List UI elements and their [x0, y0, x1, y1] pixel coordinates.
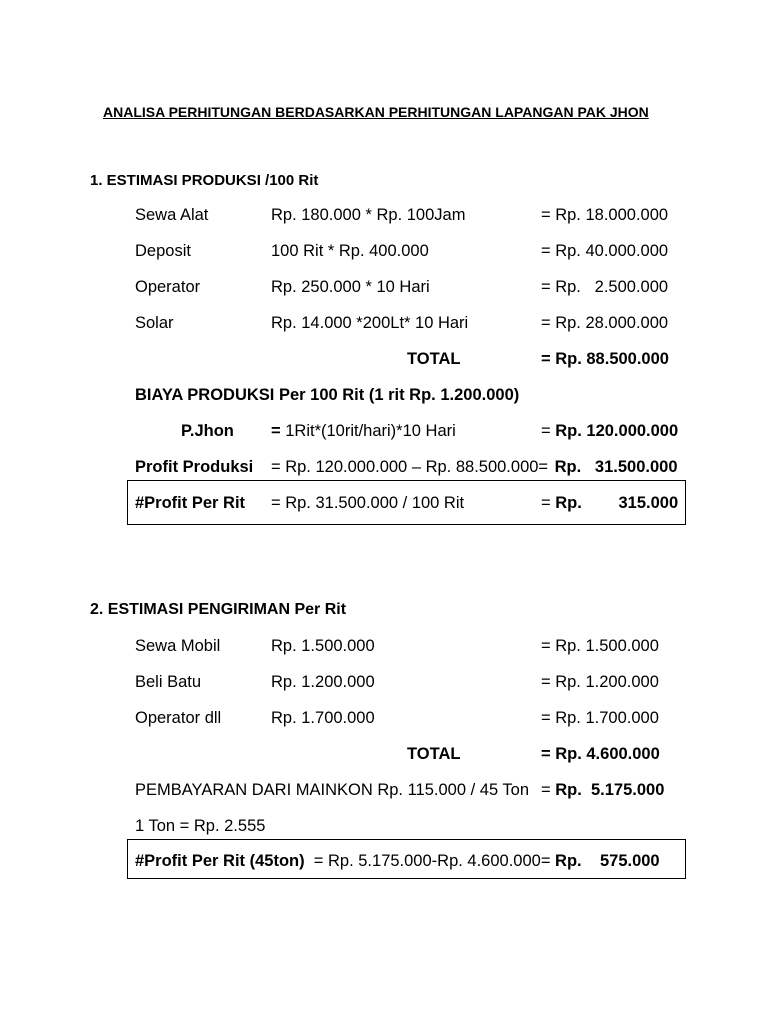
- s2-row-label: Operator dll: [135, 709, 222, 727]
- payment-result: = Rp. 5.175.000: [541, 781, 665, 799]
- section2-heading: 2. ESTIMASI PENGIRIMAN Per Rit: [90, 601, 347, 618]
- profit-per-rit-label: #Profit Per Rit: [135, 494, 246, 512]
- profit-per-rit-result: = Rp. 315.000: [541, 494, 679, 512]
- pjhon-result: = Rp. 120.000.000: [541, 422, 679, 440]
- s1-total-label: TOTAL: [407, 350, 461, 368]
- s1-row-formula: 100 Rit * Rp. 400.000: [271, 242, 429, 260]
- s1-row-result: = Rp. 2.500.000: [541, 278, 669, 296]
- s2-total-label: TOTAL: [407, 745, 461, 763]
- s2-total-value: = Rp. 4.600.000: [541, 745, 660, 763]
- s2-row-result: = Rp. 1.700.000: [541, 709, 659, 727]
- s1-row-formula: Rp. 14.000 *200Lt* 10 Hari: [271, 314, 469, 332]
- pjhon-formula: = 1Rit*(10rit/hari)*10 Hari: [271, 422, 456, 440]
- s1-row-formula: Rp. 250.000 * 10 Hari: [271, 278, 430, 296]
- s2-row-formula: Rp. 1.200.000: [271, 673, 375, 691]
- s2-row-result: = Rp. 1.200.000: [541, 673, 659, 691]
- s2-row-result: = Rp. 1.500.000: [541, 637, 659, 655]
- s1-row-label: Sewa Alat: [135, 206, 209, 224]
- profit-per-rit-formula: = Rp. 31.500.000 / 100 Rit: [271, 494, 465, 512]
- ton-price-text: 1 Ton = Rp. 2.555: [135, 817, 266, 835]
- biaya-produksi-heading: BIAYA PRODUKSI Per 100 Rit (1 rit Rp. 1.200.000): [135, 386, 520, 404]
- s1-row-result: = Rp. 18.000.000: [541, 206, 669, 224]
- payment-text: PEMBAYARAN DARI MAINKON Rp. 115.000 / 45 Ton: [135, 781, 530, 799]
- profit-produksi-label: Profit Produksi: [135, 458, 254, 476]
- s2-row-formula: Rp. 1.500.000: [271, 637, 375, 655]
- s1-row-result: = Rp. 40.000.000: [541, 242, 669, 260]
- s1-row-label: Deposit: [135, 242, 191, 260]
- profit-produksi-formula: = Rp. 120.000.000 – Rp. 88.500.000=: [271, 458, 549, 476]
- s2-row-label: Sewa Mobil: [135, 637, 221, 655]
- pjhon-label: P.Jhon: [181, 422, 234, 440]
- s1-row-label: Solar: [135, 314, 174, 332]
- profit-per-rit-45ton: #Profit Per Rit (45ton) = Rp. 5.175.000-Rp. 4.600.000= Rp. 575.000: [135, 852, 660, 870]
- s2-row-formula: Rp. 1.700.000: [271, 709, 375, 727]
- document-title: ANALISA PERHITUNGAN BERDASARKAN PERHITUNGAN LAPANGAN PAK JHON: [103, 104, 649, 120]
- s2-row-label: Beli Batu: [135, 673, 202, 691]
- s1-row-label: Operator: [135, 278, 201, 296]
- s1-row-result: = Rp. 28.000.000: [541, 314, 669, 332]
- s1-total-value: = Rp. 88.500.000: [541, 350, 669, 368]
- section1-heading: 1. ESTIMASI PRODUKSI /100 Rit: [90, 172, 319, 189]
- s1-row-formula: Rp. 180.000 * Rp. 100Jam: [271, 206, 466, 224]
- profit-produksi-result: Rp. 31.500.000: [550, 458, 678, 476]
